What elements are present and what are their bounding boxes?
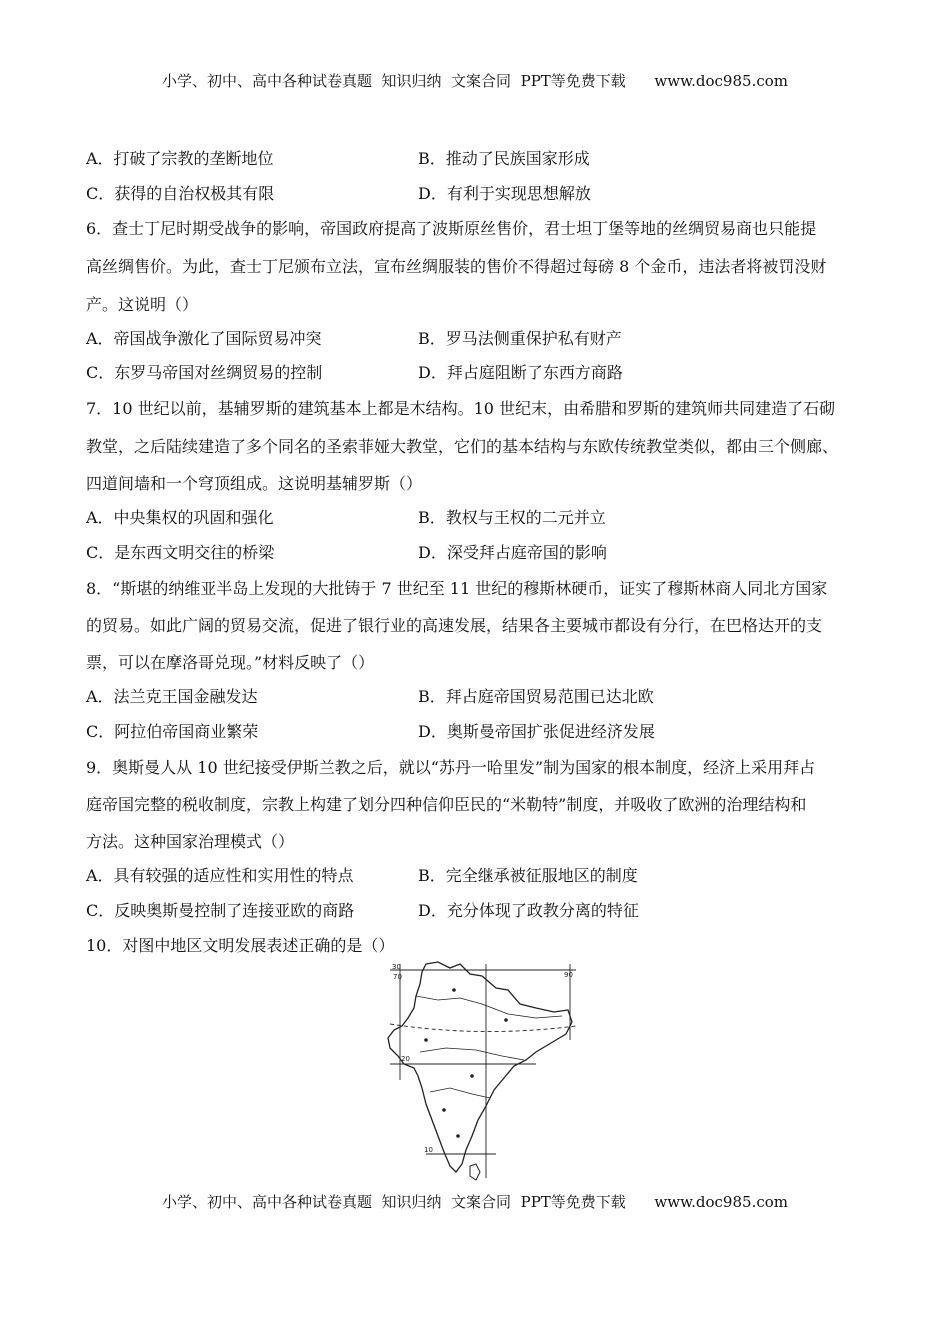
q7-option-d: D．深受拜占庭帝国的影响 bbox=[418, 543, 607, 562]
q8-stem-line-2: 的贸易。如此广阔的贸易交流，促进了银行业的高速发展，结果各主要城市都设有分行，在巴格达开的支 bbox=[86, 616, 823, 635]
q9-stem-line-3: 方法。这种国家治理模式（） bbox=[86, 832, 295, 851]
q7-option-a: A．中央集权的巩固和强化 bbox=[86, 508, 274, 527]
q6-stem-line-3: 产。这说明（） bbox=[86, 295, 199, 314]
subcontinent-outline bbox=[388, 962, 572, 1172]
q8-option-d: D．奥斯曼帝国扩张促进经济发展 bbox=[418, 722, 655, 741]
city-dot bbox=[424, 1038, 428, 1042]
q9-option-a: A．具有较强的适应性和实用性的特点 bbox=[86, 866, 354, 885]
q7-stem-line-2: 教堂，之后陆续建造了多个同名的圣索菲娅大教堂，它们的基本结构与东欧传统教堂类似，都由三个侧廊、 bbox=[86, 437, 839, 456]
lat-30-label: 30 bbox=[392, 963, 401, 971]
q6-stem-line-1: 6．查士丁尼时期受战争的影响，帝国政府提高了波斯原丝售价，君士坦丁堡等地的丝绸贸易商也只能提 bbox=[86, 219, 817, 238]
q9-option-d: D．充分体现了政教分离的特征 bbox=[418, 901, 639, 920]
q8-stem-line-1: 8．“斯堪的纳维亚半岛上发现的大批铸于 7 世纪至 11 世纪的穆斯林硬币，证实了穆斯林商人同北方国家 bbox=[86, 579, 828, 598]
q8-option-c: C．阿拉伯帝国商业繁荣 bbox=[86, 722, 259, 741]
q6-option-d: D．拜占庭阻断了东西方商路 bbox=[418, 363, 623, 382]
q7-option-b: B．教权与王权的二元并立 bbox=[418, 508, 606, 527]
q9-stem-line-2: 庭帝国完整的税收制度，宗教上构建了划分四种信仰臣民的“米勒特”制度，并吸收了欧洲的治理结构和 bbox=[86, 795, 807, 814]
q5-option-d: D．有利于实现思想解放 bbox=[418, 184, 591, 203]
inner-boundary-mid bbox=[420, 1048, 524, 1060]
city-dot bbox=[452, 988, 456, 992]
lon-70-label: 70 bbox=[393, 973, 402, 981]
inner-boundary-north bbox=[416, 996, 562, 1018]
lon-90-label: 90 bbox=[564, 971, 573, 979]
q6-option-a: A．帝国战争激化了国际贸易冲突 bbox=[86, 329, 322, 348]
q6-option-b: B．罗马法侧重保护私有财产 bbox=[418, 329, 622, 348]
lat-20-label: 20 bbox=[401, 1055, 410, 1063]
city-dot bbox=[504, 1018, 508, 1022]
q9-stem-line-1: 9．奥斯曼人从 10 世纪接受伊斯兰教之后，就以“苏丹一哈里发”制为国家的根本制度，经济上采用拜占 bbox=[86, 758, 816, 777]
q6-option-c: C．东罗马帝国对丝绸贸易的控制 bbox=[86, 363, 323, 382]
tropic-of-cancer-dashed bbox=[390, 1024, 576, 1032]
q7-stem-line-1: 7．10 世纪以前，基辅罗斯的建筑基本上都是木结构。10 世纪末，由希腊和罗斯的建筑师共同建造了石砌 bbox=[86, 399, 836, 418]
city-dot bbox=[456, 1134, 460, 1138]
page-header: 小学、初中、高中各种试卷真题 知识归纳 文案合同 PPT等免费下载 www.doc985.com bbox=[161, 72, 788, 90]
inner-boundary-south bbox=[430, 1088, 490, 1098]
q5-option-a: A．打破了宗教的垄断地位 bbox=[86, 149, 274, 168]
q8-option-b: B．拜占庭帝国贸易范围已达北欧 bbox=[418, 687, 654, 706]
q7-stem-line-3: 四道间墙和一个穹顶组成。这说明基辅罗斯（） bbox=[86, 474, 423, 493]
lat-10-label: 10 bbox=[424, 1146, 433, 1154]
q9-option-c: C．反映奥斯曼控制了连接亚欧的商路 bbox=[86, 901, 355, 920]
q8-stem-line-3: 票，可以在摩洛哥兑现。”材料反映了（） bbox=[86, 653, 375, 672]
south-asia-map bbox=[386, 960, 584, 1182]
q5-option-b: B．推动了民族国家形成 bbox=[418, 149, 590, 168]
city-dot bbox=[442, 1108, 446, 1112]
q7-option-c: C．是东西文明交往的桥梁 bbox=[86, 543, 275, 562]
page-footer: 小学、初中、高中各种试卷真题 知识归纳 文案合同 PPT等免费下载 www.doc985.com bbox=[161, 1193, 788, 1211]
q8-option-a: A．法兰克王国金融发达 bbox=[86, 687, 258, 706]
q6-stem-line-2: 高丝绸售价。为此，查士丁尼颁布立法，宣布丝绸服装的售价不得超过每磅 8 个金币，违法者将被罚没财 bbox=[86, 257, 827, 276]
city-dot bbox=[470, 1074, 474, 1078]
sri-lanka bbox=[470, 1164, 480, 1180]
q10-stem-line-1: 10．对图中地区文明发展表述正确的是（） bbox=[86, 936, 395, 955]
q9-option-b: B．完全继承被征服地区的制度 bbox=[418, 866, 638, 885]
q5-option-c: C．获得的自治权极其有限 bbox=[86, 184, 275, 203]
